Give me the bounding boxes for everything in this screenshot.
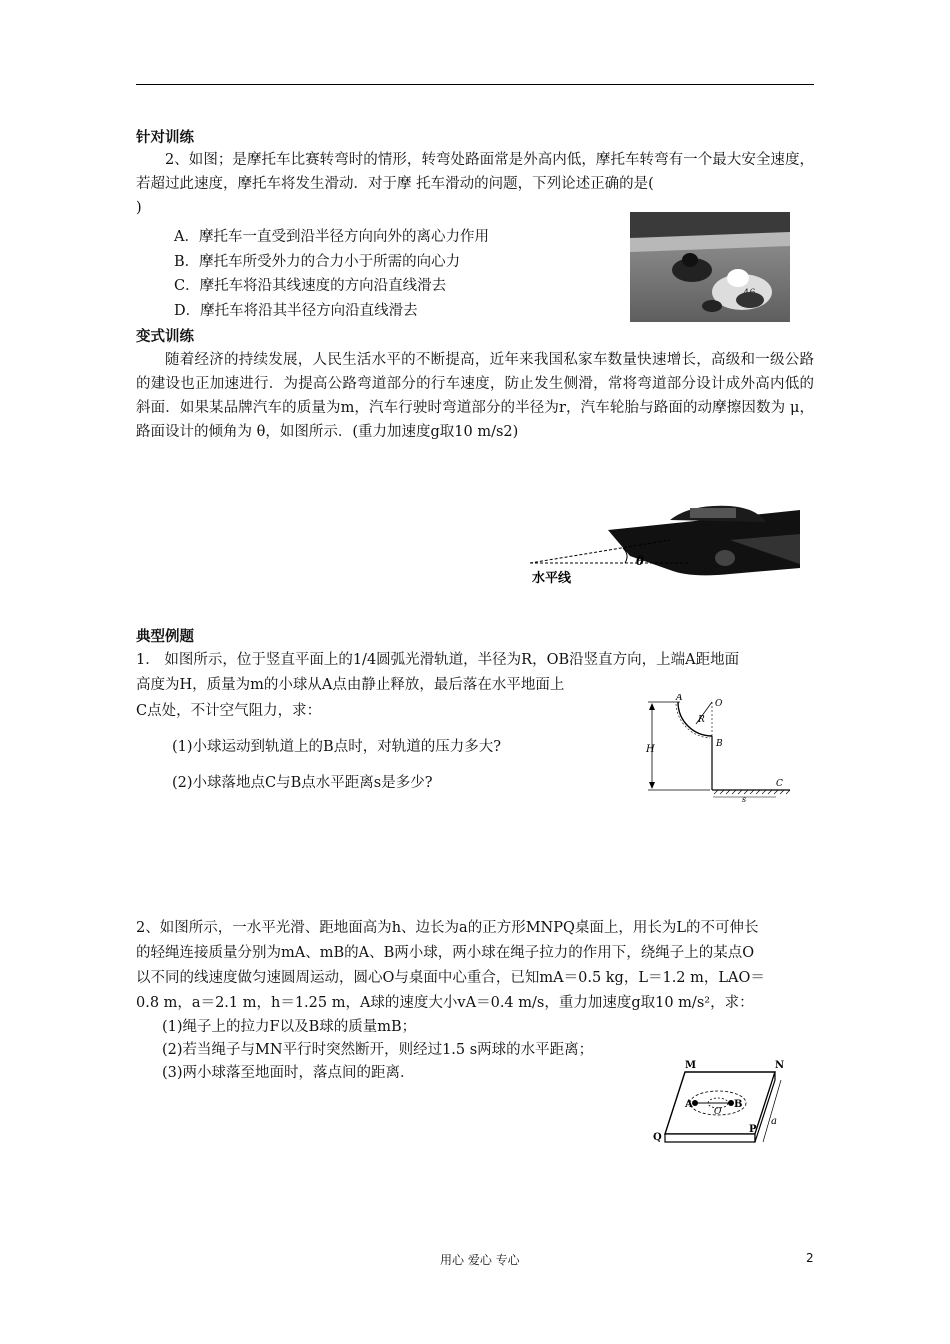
question-2-body: 2、如图；是摩托车比赛转弯时的情形，转弯处路面常是外高内低，摩托车转弯有一个最大安全速度，若超过此速度，摩托车将发生滑动．对于摩 托车滑动的问题，下列论述正确的是(	[136, 152, 814, 192]
label-R: R	[698, 715, 705, 725]
example-1-line-1: 1． 如图所示，位于竖直平面上的1/4圆弧光滑轨道，半径为R，OB沿竖直方向，上端A距地面	[136, 652, 740, 668]
example-2-line-3: 以不同的线速度做匀速圆周运动，圆心O与桌面中心重合，已知mA＝0.5 kg，L＝1.2 m，LAO＝	[136, 970, 765, 986]
example-1-line-2: 高度为H，质量为m的小球从A点由静止释放，最后落在水平地面上	[136, 677, 565, 693]
variant-problem-text: 随着经济的持续发展，人民生活水平的不断提高，近年来我国私家车数量快速增长，高级和一级公路的建设也正加速进行．为提高公路弯道部分的行车速度，防止发生侧滑，常将弯道部分设计成外高内低的斜面．如果某品牌汽车的质量为m，汽车行驶时弯道部分的半径为r，汽车轮胎与路面的动摩擦因数为 μ，路面设计的倾角为 θ，如图所示．(重力加速度g取10 m/s2)	[136, 352, 814, 440]
example-2-line-4: 0.8 m，a＝2.1 m，h＝1.25 m，A球的速度大小vA＝0.4 m/s，重力加速度g取10 m/s²，求：	[136, 995, 754, 1011]
label-B: B	[716, 739, 723, 749]
label-center-O: O	[714, 1107, 722, 1117]
label-ball-A: A	[685, 1099, 693, 1110]
theta-label: θ	[636, 554, 645, 568]
question-2-paren: )	[136, 200, 142, 216]
label-s: s	[742, 795, 747, 802]
footer-slogan: 用心 爱心 专心	[440, 1253, 520, 1267]
label-A: A	[676, 694, 683, 703]
page-number: 2	[806, 1251, 814, 1265]
example-1-line-3: C点处，不计空气阻力，求：	[136, 703, 322, 719]
svg-text:46: 46	[743, 288, 756, 299]
label-N: N	[775, 1060, 785, 1071]
motorcycle-race-photo	[630, 212, 790, 322]
option-a: A．摩托车一直受到沿半径方向向外的离心力作用	[174, 229, 489, 245]
label-C: C	[776, 779, 783, 789]
example-2-sub-3: (3)两小球落至地面时，落点间的距离．	[162, 1065, 415, 1081]
option-b: B．摩托车所受外力的合力小于所需的向心力	[174, 254, 461, 270]
example-2-line-1: 2、如图所示，一水平光滑、距地面高为h、边长为a的正方形MNPQ桌面上，用长为L的不可伸长	[136, 920, 759, 936]
example-1-sub-2: (2)小球落地点C与B点水平距离s是多少?	[172, 775, 433, 791]
section-title-practice: 针对训练	[136, 130, 194, 146]
section-title-variant: 变式训练	[136, 329, 194, 345]
question-2-text	[136, 148, 814, 220]
example-1-sub-1: (1)小球运动到轨道上的B点时，对轨道的压力多大?	[172, 739, 501, 755]
example-2-line-2: 的轻绳连接质量分别为mA、mB的A、B两小球，两小球在绳子拉力的作用下，绕绳子上的某点O	[136, 945, 755, 961]
banked-road-figure	[530, 500, 800, 592]
label-side-a: a	[771, 1116, 777, 1127]
label-H: H	[646, 744, 655, 755]
label-ball-B: B	[734, 1099, 743, 1110]
example-2-sub-2: (2)若当绳子与MN平行时突然断开，则经过1.5 s两球的水平距离；	[162, 1042, 594, 1058]
horizontal-line-label: 水平线	[532, 571, 572, 586]
option-c: C．摩托车将沿其线速度的方向沿直线滑去	[174, 278, 447, 294]
label-O: O	[715, 699, 723, 709]
section-title-examples: 典型例题	[136, 629, 194, 645]
arc-track-figure	[640, 694, 795, 802]
option-d: D．摩托车将沿其半径方向沿直线滑去	[174, 303, 418, 319]
label-Q: Q	[653, 1132, 662, 1143]
label-M: M	[685, 1060, 697, 1071]
example-2-sub-1: (1)绳子上的拉力F以及B球的质量mB；	[162, 1019, 417, 1035]
header-rule	[136, 84, 814, 85]
square-table-figure	[645, 1056, 795, 1156]
label-P: P	[749, 1124, 757, 1135]
